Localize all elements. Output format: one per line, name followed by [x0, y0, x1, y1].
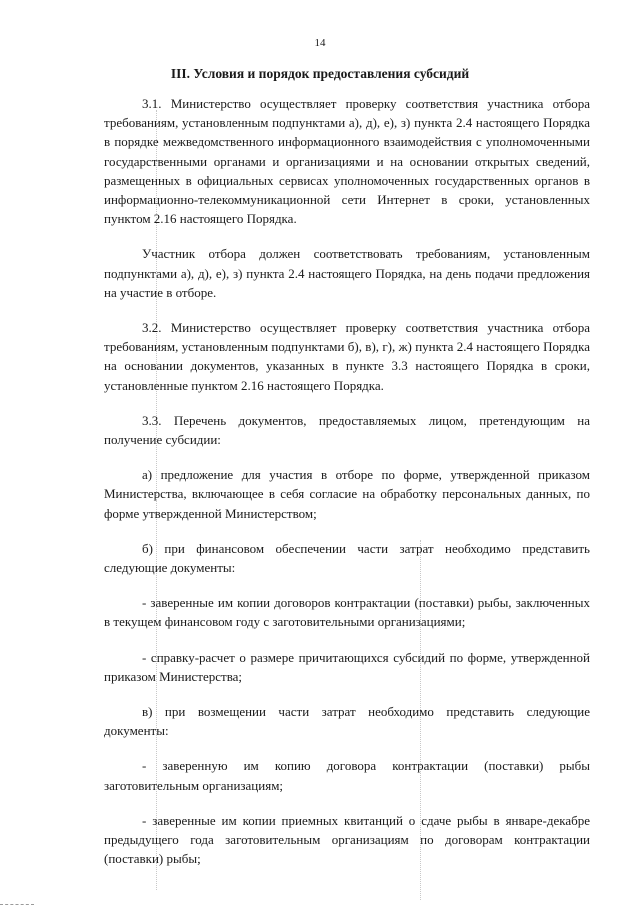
- paragraph-item-b: б) при финансовом обеспечении части затрат необходимо представить следующие документы:: [104, 540, 590, 576]
- paragraph-item-v-1: - заверенную им копию договора контрактации (поставки) рыбы заготовительным организациям;: [104, 758, 590, 793]
- paragraph-participant-requirements: Участник отбора должен соответствовать требованиям, установленным подпунктами а), д), е), з) пункта 2.4 настоящего Порядка, на день подачи предложения на участие в отборе.: [104, 246, 590, 300]
- paragraph-item-v-2: - заверенные им копии приемных квитанций о сдаче рыбы в январе-декабре предыдущего года заготовительным организациям по договорам контрактации (поставки) рыбы;: [104, 812, 590, 867]
- paragraph-3-2: 3.2. Министерство осуществляет проверку соответствия участника отбора требованиям, установленным подпунктами б), в), г), ж) пункта 2.4 настоящего Порядка на основании документов, указанных в пункте 3.3 настоящего Порядка в сроки, установленные пунктом 2.16 настоящего Порядка.: [104, 320, 590, 393]
- paragraph-item-b-1: - заверенные им копии договоров контрактации (поставки) рыбы, заключенных в текущем финансовом году с заготовительными организациями;: [104, 595, 590, 630]
- paragraph-item-v: в) при возмещении части затрат необходимо представить следующие документы:: [104, 704, 590, 739]
- section-title: III. Условия и порядок предоставления субсидий: [170, 66, 470, 81]
- page-number: 14: [314, 37, 326, 49]
- paragraph-item-b-2: - справку-расчет о размере причитающихся субсидий по форме, утвержденной приказом Министерства;: [104, 649, 590, 684]
- document-body: [104, 94, 590, 883]
- paragraph-item-a: а) предложение для участия в отборе по форме, утвержденной приказом Министерства, включающее в себя согласие на обработку персональных данных, по форме утвержденной Министерством;: [104, 467, 590, 521]
- paragraph-3-1: 3.1. Министерство осуществляет проверку соответствия участника отбора требованиям, установленным подпунктами а), д), е), з) пункта 2.4 настоящего Порядка в порядке межведомственного информационного взаимодействия с уполномоченными государственными органами и организациями и на основании открытых сведений, размещенных в официальных сервисах уполномоченных государственных органов в информационно-телекоммуникационной сети Интернет в сроки, установленных пунктом 2.16 настоящего Порядка.: [104, 96, 590, 227]
- paragraph-3-3: 3.3. Перечень документов, предоставляемых лицом, претендующим на получение субсидии:: [104, 412, 590, 448]
